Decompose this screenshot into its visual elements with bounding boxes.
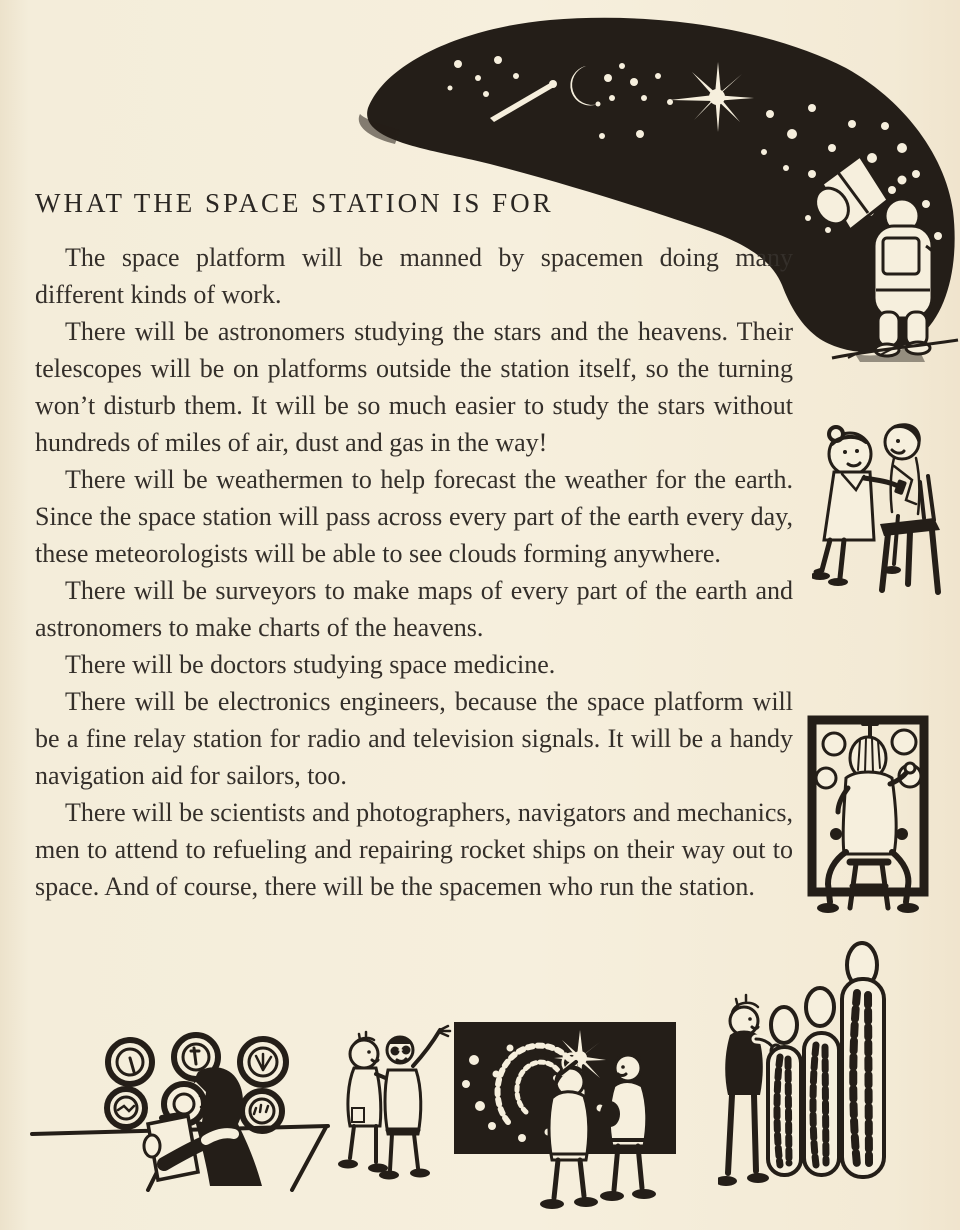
- text-column: [35, 188, 793, 905]
- paragraph-astronomers: There will be astronomers studying the stars and the heavens. Their telescopes will be on platforms outside the station itself, so the turning won’t disturb them. It will be so much easier to study the stars without hundreds of miles of air, dust and gas in the way!: [35, 317, 793, 457]
- two-boys-icon: [336, 1022, 466, 1190]
- paragraph-doctors: There will be doctors studying space medicine.: [65, 650, 556, 679]
- paragraph-scientists: There will be scientists and photographers, navigators and mechanics, men to attend to refueling and repairing rocket ships on their way out to space. And of course, there will be the spacemen who run the station.: [35, 798, 793, 901]
- paragraph-engineers: There will be electronics engineers, because the space platform will be a fine relay station for radio and television signals. It will be a handy navigation aid for sailors, too.: [35, 687, 793, 790]
- control-room-illustration: [30, 1012, 340, 1192]
- two-boys-illustration: [336, 1022, 466, 1190]
- boy-with-rocket-fuel-tanks-icon: [718, 935, 903, 1225]
- woman-at-gauge-wall-icon: [30, 1012, 340, 1192]
- paragraph-intro: The space platform will be manned by spacemen doing many different kinds of work.: [35, 243, 793, 309]
- paragraph-surveyors: There will be surveyors to make maps of every part of the earth and astronomers to make charts of the heavens.: [35, 576, 793, 642]
- engineer-illustration: [800, 712, 940, 924]
- fuel-tanks-illustration: [718, 935, 903, 1225]
- page-title: WHAT THE SPACE STATION IS FOR: [35, 188, 554, 218]
- star-screen-illustration: [452, 1012, 742, 1224]
- children-at-starfield-screen-icon: [452, 1012, 742, 1224]
- doctor-illustration: [812, 412, 947, 622]
- engineer-at-control-panel-icon: [800, 712, 940, 924]
- doctor-examining-boy-icon: [812, 412, 947, 622]
- fuel-tank-icons: [768, 943, 884, 1177]
- paragraph-weathermen: There will be weathermen to help forecast the weather for the earth. Since the space station will pass across every part of the earth every day, these meteorologists will be able to see clouds forming anywhere.: [35, 465, 793, 568]
